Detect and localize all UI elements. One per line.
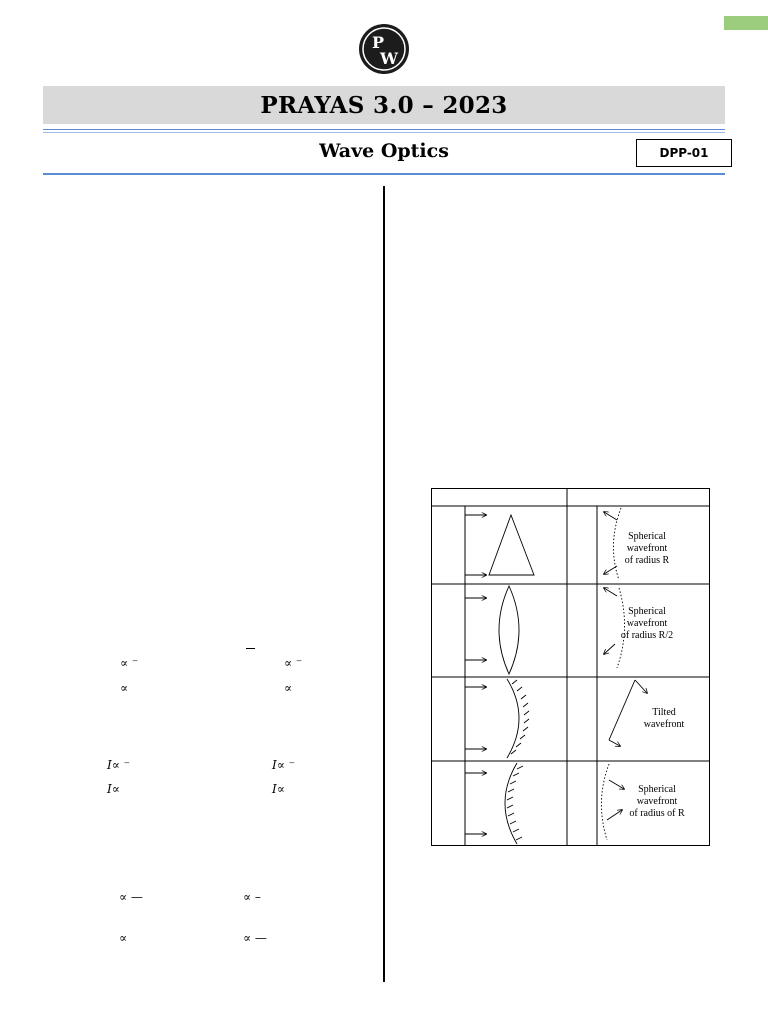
corner-tab [724,16,768,30]
option-a-3: ∝ — [119,890,143,904]
diverging-ray-arrow [604,512,617,520]
option-d-1: ∝ [284,681,293,695]
option-c-3: ∝ [119,931,128,945]
header-rule-thin [43,132,725,133]
dpp-badge: DPP-01 [636,139,732,167]
column-divider [383,186,385,982]
tilted-wavefront-line [609,680,635,740]
lens-row [465,586,625,674]
fraction-bar [246,648,255,649]
option-c-2: I∝ [107,782,120,796]
wavefront-label: Tilted [652,707,676,718]
wavefront-label: of radius R/2 [620,630,674,641]
diverging-ray-arrow [604,644,615,654]
prism-icon [489,515,534,575]
option-d-2: I∝ [272,782,285,796]
converging-ray-arrow [609,780,624,789]
wavefront-label: wavefront [626,618,668,629]
diverging-ray-arrow [604,566,617,574]
subheader-rule [43,173,725,175]
spherical-wavefront-curve [617,588,625,668]
subject-title: Wave Optics [319,140,449,162]
ray-arrow [635,680,647,693]
converging-ray-arrow [607,810,622,820]
prism-row [465,508,621,580]
ray-arrow [609,740,620,746]
header-rule [43,129,725,130]
option-d-3: ∝ — [243,931,267,945]
wavefront-label: Spherical [628,606,666,617]
wavefront-label: wavefront [636,796,678,807]
wavefront-label: wavefront [643,719,685,730]
option-c-1: ∝ [120,681,129,695]
convex-lens-icon [499,586,519,674]
svg-text:P: P [371,33,385,52]
convex-mirror-row [465,763,624,844]
title-bar [43,86,725,124]
wavefront-label: of radius R [624,555,670,566]
wavefront-label: Spherical [638,784,676,795]
spherical-wavefront-curve [601,764,609,840]
wavefront-figure [431,488,710,846]
option-b-2: I∝ ⁻ [272,758,296,772]
wavefront-label: of radius of R [629,808,685,819]
diverging-ray-arrow [604,588,617,596]
option-a-1: ∝ ⁻ [120,656,139,670]
concave-mirror-row [465,679,647,758]
wavefront-label: wavefront [626,543,668,554]
option-b-3: ∝ – [243,890,261,904]
page-title: PRAYAS 3.0 – 2023 [260,91,508,119]
option-a-2: I∝ ⁻ [107,758,131,772]
option-b-1: ∝ ⁻ [284,656,303,670]
svg-text:W: W [380,49,398,68]
pw-logo [358,22,410,78]
wavefront-label: Spherical [628,531,666,542]
